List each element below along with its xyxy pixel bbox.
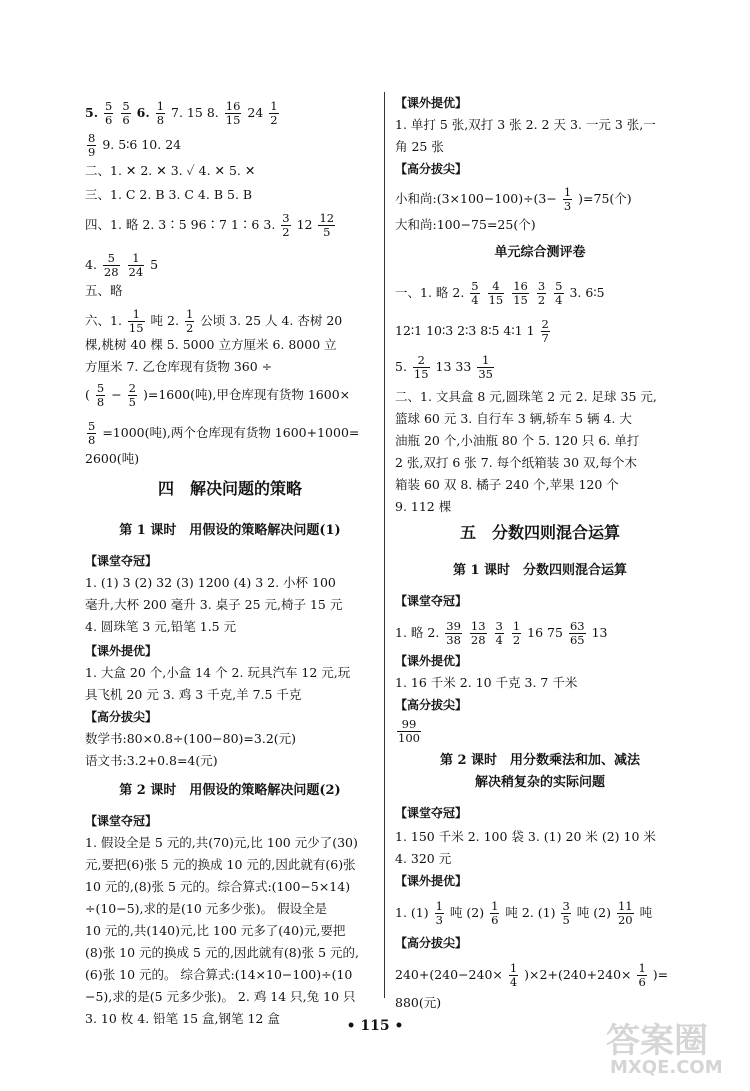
answer-line: 2600(吨) — [85, 451, 140, 466]
answer-line: 油瓶 20 个,小油瓶 80 个 5. 120 只 6. 单打 — [395, 433, 640, 448]
answer-line: $\frac{5}{8}$ =1000(吨),两个仓库现有货物 1600+1000= — [88, 419, 360, 447]
fraction: $\frac{12}{5}$ — [319, 211, 335, 239]
answer-line: 1. (1) 3 (2) 32 (3) 1200 (4) 3 2. 小杯 100 — [85, 575, 336, 590]
answer-line: 元,要把(6)张 5 元的换成 10 元的,因此就有(6)张 — [85, 857, 356, 872]
tag-label: 【课外提优】 — [395, 96, 468, 110]
lesson-title: 第 1 课时 分数四则混合运算 — [452, 563, 628, 578]
answer-line: 1. 150 千米 2. 100 袋 3. (1) 20 米 (2) 10 米 — [395, 829, 656, 844]
answer-line: 10 元的,共(140)元,比 100 元多了(40)元,要把 — [85, 923, 346, 938]
answer-line: 10 元的,(8)张 5 元的。综合算式:(100−5×14) — [85, 879, 351, 894]
answer-line: 二、1. ✕ 2. ✕ 3. ✓ 4. ✕ 5. ✕ — [85, 163, 256, 178]
answer-line: 1. (1) $\frac{1}{3}$ 吨 (2) $\frac{1}{6}$ 吨 2. (1) $\frac{3}{5}$ 吨 (2) $\frac{11}{20}$ 吨 — [395, 899, 653, 927]
tag-label: 【高分拔尖】 — [395, 698, 468, 712]
fraction: $\frac{63}{65}$ — [569, 619, 585, 647]
fraction: $\frac{99}{100}$ — [398, 717, 420, 745]
answer-line: 12∶1 10∶3 2∶3 8∶5 4∶1 1 $\frac{2}{7}$ — [395, 317, 549, 345]
answer-line: 1. 单打 5 张,双打 3 张 2. 2 天 3. 一元 3 张,一 — [395, 117, 656, 132]
answer-line: 小和尚:(3×100−100)÷(3− $\frac{1}{3}$ )=75(个) — [395, 185, 632, 213]
answer-line: 3. 10 枚 4. 铅笔 15 盒,钢笔 12 盒 — [85, 1011, 280, 1026]
answer-line: 箱装 60 双 8. 橘子 240 个,苹果 120 个 — [395, 477, 619, 492]
section-title: 五 分数四则混合运算 — [459, 523, 620, 542]
lesson-title: 第 2 课时 用假设的策略解决问题(2) — [119, 783, 341, 798]
tag-label: 【课堂夺冠】 — [85, 814, 158, 828]
answer-line: 4. $\frac{5}{28}$ $\frac{1}{24}$ 5 — [85, 251, 159, 279]
fraction: $\frac{5}{8}$ — [96, 381, 105, 409]
fraction: $\frac{1}{2}$ — [512, 619, 521, 647]
column-divider — [384, 92, 385, 998]
answer-line: 一、1. 略 2. $\frac{5}{4}$ $\frac{4}{15}$ $\frac{16}{15}$ $\frac{3}{2}$ $\frac{5}{4}$ 3. 6∶5 — [395, 279, 605, 307]
lesson-title: 第 2 课时 用分数乘法和加、减法 — [439, 753, 641, 768]
fraction: $\frac{3}{4}$ — [495, 619, 503, 647]
fraction: $\frac{39}{38}$ — [446, 619, 461, 647]
fraction: $\frac{1}{4}$ — [509, 961, 518, 989]
answer-line: 5. $\frac{5}{6}$ $\frac{5}{6}$ 6. $\frac{1}{8}$ 7. 15 8. $\frac{16}{15}$ 24 $\frac{1}{2}$ — [85, 99, 278, 127]
fraction: $\frac{1}{15}$ — [128, 307, 144, 335]
fraction: $\frac{2}{15}$ — [413, 353, 429, 381]
fraction: $\frac{16}{15}$ — [225, 99, 241, 127]
answer-line: 语文书:3.2+0.8=4(元) — [85, 753, 218, 768]
tag-label: 【高分拔尖】 — [395, 162, 468, 176]
answer-line: 角 25 张 — [395, 139, 444, 154]
answer-line: 四、1. 略 2. 3∶5 96∶7 1∶6 3. $\frac{3}{2}$ 12 $\frac{12}{5}$ — [85, 211, 335, 239]
answer-line: 大和尚:100−75=25(个) — [395, 217, 536, 232]
fraction: $\frac{3}{2}$ — [537, 279, 546, 307]
fraction: $\frac{1}{8}$ — [156, 99, 165, 127]
answer-line: 棵,桃树 40 棵 5. 5000 立方厘米 6. 8000 立 — [85, 337, 337, 352]
lesson-title: 解决稍复杂的实际问题 — [474, 775, 605, 790]
fraction: $\frac{8}{9}$ — [88, 131, 96, 159]
tag-label: 【课堂夺冠】 — [85, 554, 158, 568]
fraction: $\frac{1}{35}$ — [478, 353, 493, 381]
section-title: 四 解决问题的策略 — [157, 479, 302, 498]
answer-line: 方厘米 7. 乙仓库现有货物 360 ÷ — [85, 359, 273, 374]
fraction: $\frac{2}{7}$ — [541, 317, 549, 345]
lesson-title: 第 1 课时 用假设的策略解决问题(1) — [119, 523, 341, 538]
answer-line — [395, 718, 423, 745]
answer-line: 4. 320 元 — [395, 851, 452, 866]
tag-label: 【高分拔尖】 — [85, 710, 158, 724]
fraction: $\frac{11}{20}$ — [617, 899, 633, 927]
answer-line: ÷(10−5),求的是(10 元多少张)。 假设全是 — [85, 901, 328, 916]
fraction: $\frac{16}{15}$ — [513, 279, 528, 307]
tag-label: 【课堂夺冠】 — [395, 806, 468, 820]
fraction: $\frac{3}{2}$ — [282, 211, 290, 239]
answer-line: 具飞机 20 元 3. 鸡 3 千克,羊 7.5 千克 — [85, 687, 302, 702]
tag-label: 【课外提优】 — [395, 654, 468, 668]
answer-line: 六、1. $\frac{1}{15}$ 吨 2. $\frac{1}{2}$ 公顷 3. 25 人 4. 杏树 20 — [85, 307, 343, 335]
answer-line: 五、略 — [85, 283, 123, 298]
answer-line: 1. 大盒 20 个,小盒 14 个 2. 玩具汽车 12 元,玩 — [85, 665, 351, 680]
tag-label: 【高分拔尖】 — [395, 936, 468, 950]
answer-line: 三、1. C 2. B 3. C 4. B 5. B — [85, 187, 253, 202]
fraction: $\frac{2}{5}$ — [128, 381, 136, 409]
answer-line: 880(元) — [395, 995, 442, 1010]
watermark-text: 答案圈 — [606, 1021, 708, 1061]
fraction: $\frac{1}{6}$ — [491, 899, 499, 927]
answer-line: 1. 略 2. $\frac{39}{38}$ $\frac{13}{28}$ $\frac{3}{4}$ $\frac{1}{2}$ 16 75 $\frac{63}{65}$ 13 — [395, 619, 608, 647]
answer-line: 2 张,双打 6 张 7. 每个纸箱装 30 双,每个木 — [395, 455, 637, 470]
answer-line: 4. 圆珠笔 3 元,铅笔 1.5 元 — [85, 619, 237, 634]
fraction: $\frac{5}{4}$ — [471, 279, 479, 307]
fraction: $\frac{5}{6}$ — [122, 99, 130, 127]
answer-line: −5),求的是(5 元多少张)。 2. 鸡 14 只,兔 10 只 — [85, 989, 356, 1004]
fraction: $\frac{5}{28}$ — [103, 251, 119, 279]
answer-line: 毫升,大杯 200 毫升 3. 桌子 25 元,椅子 15 元 — [85, 597, 343, 612]
answer-line: $\frac{8}{9}$ 9. 5∶6 10. 24 — [88, 131, 182, 159]
answer-line: (6)张 10 元的。 综合算式:(14×10−100)÷(10 — [85, 967, 353, 982]
fraction: $\frac{4}{15}$ — [488, 279, 504, 307]
tag-label: 【课堂夺冠】 — [395, 594, 468, 608]
fraction: $\frac{1}{2}$ — [270, 99, 278, 127]
watermark-logo — [606, 1013, 736, 1083]
tag-label: 【课外提优】 — [395, 874, 468, 888]
fraction: $\frac{3}{5}$ — [562, 899, 570, 927]
answer-line: (8)张 10 元的换成 5 元的,因此就有(8)张 5 元的, — [85, 945, 360, 960]
unit-test-title: 单元综合测评卷 — [494, 245, 586, 260]
fraction: $\frac{1}{3}$ — [435, 899, 443, 927]
page-number: • 115 • — [346, 1018, 404, 1034]
fraction: $\frac{5}{4}$ — [555, 279, 563, 307]
answer-line: 5. $\frac{2}{15}$ 13 33 $\frac{1}{35}$ — [395, 353, 493, 381]
fraction: $\frac{5}{6}$ — [105, 99, 113, 127]
answer-line: 数学书:80×0.8÷(100−80)=3.2(元) — [85, 731, 297, 746]
fraction: $\frac{1}{6}$ — [638, 961, 646, 989]
answer-line: 1. 假设全是 5 元的,共(70)元,比 100 元少了(30) — [85, 835, 358, 850]
answer-line: 240+(240−240× $\frac{1}{4}$ )×2+(240+240× $\frac{1}{6}$ )= — [395, 961, 669, 989]
watermark-url: MXQE.COM — [610, 1057, 723, 1078]
answer-line: 二、1. 文具盒 8 元,圆珠笔 2 元 2. 足球 35 元, — [395, 389, 657, 404]
answer-line: 1. 16 千米 2. 10 千克 3. 7 千米 — [395, 675, 578, 690]
fraction: $\frac{1}{2}$ — [185, 307, 194, 335]
answer-line: 9. 112 棵 — [395, 499, 452, 514]
answer-line: 篮球 60 元 3. 自行车 3 辆,轿车 5 辆 4. 大 — [395, 411, 632, 426]
fraction: $\frac{5}{8}$ — [88, 419, 96, 447]
fraction: $\frac{13}{28}$ — [470, 619, 486, 647]
answer-line: ( $\frac{5}{8}$ − $\frac{2}{5}$ )=1600(吨),甲仓库现有货物 1600× — [85, 381, 351, 409]
tag-label: 【课外提优】 — [85, 644, 158, 658]
fraction: $\frac{1}{3}$ — [563, 185, 572, 213]
fraction: $\frac{1}{24}$ — [128, 251, 144, 279]
